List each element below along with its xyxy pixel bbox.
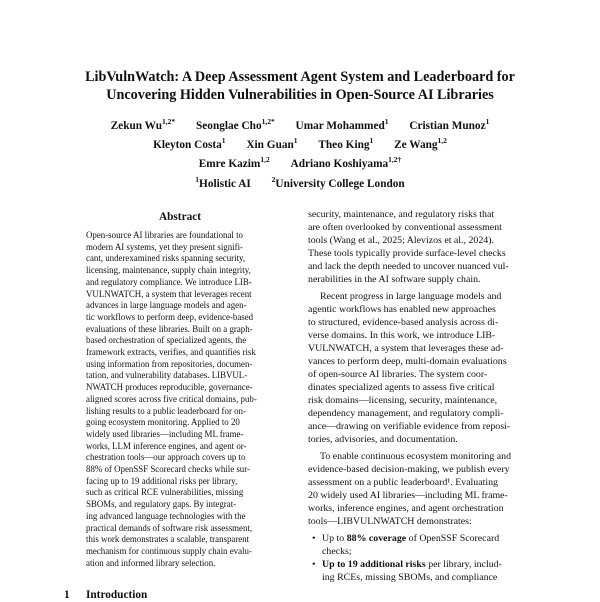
text-line: evidence-based decision-making, we publish every	[308, 464, 510, 475]
text-line: 88% of OpenSSF Scorecard checks while sur-	[86, 464, 250, 475]
text-line: facing up to 19 additional risks per library,	[86, 475, 238, 486]
affiliation: $^2$University College London	[271, 175, 405, 190]
abstract-heading: Abstract	[158, 211, 202, 223]
text-line: aligned scores across five critical domains, pub-	[86, 393, 257, 404]
bullet-dot: •	[312, 533, 316, 544]
text-line: These tools typically provide surface-level checks	[308, 248, 506, 259]
text-line: security, maintenance, and regulatory risks that	[308, 209, 495, 220]
text-line: tools (Wang et al., 2025; Alevizos et al., 2024).	[308, 235, 494, 246]
bullet-bold: Up to 19 additional risks	[322, 559, 426, 570]
bullet-pre: Up to	[322, 533, 347, 544]
text-line: dinates specialized agents to assess five critical	[308, 382, 495, 393]
paragraph	[308, 450, 534, 528]
author: Adriano Koshiyama$^{1,2\dagger}$	[290, 155, 402, 170]
author: Ze Wang$^{1,2}$	[394, 136, 447, 151]
text-line: ation and informed library selection.	[86, 557, 216, 568]
bullet-line	[322, 558, 534, 571]
section-number: 1	[64, 589, 70, 601]
section-title: Introduction	[86, 589, 148, 601]
text-line: evaluations of these libraries. Built on a graph-	[86, 323, 253, 334]
author: Emre Kazim$^{1,2}$	[198, 155, 270, 170]
text-line: licensing, maintenance, supply chain integrity,	[86, 265, 251, 276]
author: Theo King$^1$	[318, 136, 374, 151]
text-line: of open-source AI libraries. The system coor-	[308, 369, 488, 380]
text-line: mechanism for continuous supply chain evalu-	[86, 545, 252, 556]
text-line: works, inference engines, and agent orchestration	[308, 503, 504, 514]
text-line: To enable continuous ecosystem monitoring and	[320, 451, 512, 462]
text-line: this work demonstrates a scalable, transparent	[86, 534, 250, 545]
paragraph	[308, 208, 534, 286]
text-line: are often overlooked by conventional assessment	[308, 222, 502, 233]
bullet-dot: •	[312, 559, 316, 570]
paper-title	[40, 68, 560, 104]
text-line: assessment on a public leaderboard¹. Evaluating	[308, 477, 498, 488]
text-line: verse domains. In this work, we introduce LIB-	[308, 330, 496, 341]
bullet-item	[308, 532, 534, 558]
text-line: using information from repositories, documen-	[86, 358, 253, 369]
text-line: lishing results to a public leaderboard for on-	[86, 405, 246, 416]
bullet-post: per library, includ-	[425, 559, 502, 570]
author-row-1	[40, 117, 560, 136]
text-line: ance—drawing on verifiable evidence from reposi-	[308, 421, 511, 432]
text-line: advances in large language models and agen-	[86, 300, 247, 311]
text-line: nerabilities in the AI software supply chain.	[308, 274, 481, 285]
abstract-text	[86, 230, 274, 569]
body-column-right	[308, 208, 534, 584]
author: Seonglae Cho$^{1,2*}$	[196, 117, 275, 132]
bullet-post: of OpenSSF Scorecard	[406, 533, 500, 544]
text-line: going ecosystem monitoring. Applied to 20	[86, 417, 240, 428]
bullet-bold: 88% coverage	[346, 533, 407, 544]
bullet-line: ing RCEs, missing SBOMs, and compliance	[322, 572, 498, 583]
author: Cristian Munoz$^1$	[409, 117, 490, 132]
text-line: modern AI systems, yet they present signifi-	[86, 241, 244, 252]
author: Zekun $Wu^{1,2*}$	[110, 117, 176, 132]
text-line: to structured, evidence-based analysis across di-	[308, 317, 499, 328]
text-line: and lack the depth needed to uncover nuanced vul-	[308, 261, 509, 272]
text-line: NWATCH produces reproducible, governance-	[86, 382, 253, 393]
text-line: dependency management, and regulatory compli-	[308, 408, 504, 419]
text-line: ing advanced language technologies with the	[86, 510, 246, 521]
text-line: vances to perform deep, multi-domain evaluations	[308, 356, 507, 367]
paragraph	[308, 290, 534, 446]
text-line: based orchestration of specialized agents, the	[86, 335, 247, 346]
affiliations	[40, 175, 560, 194]
text-line: tation, and vulnerability databases. LIBVUL-	[86, 370, 248, 381]
text-line: tories, advisories, and documentation.	[308, 434, 458, 445]
text-line: SBOMs, and regulatory gaps. By integrat-	[86, 499, 237, 510]
author: Xin Guan$^1$	[246, 136, 298, 151]
author-row-3	[40, 155, 560, 174]
text-line: Recent progress in large language models and	[320, 291, 502, 302]
text-line: cant, underexamined risks spanning security,	[86, 253, 246, 264]
author: Kleyton Costa$^1$	[153, 136, 226, 151]
text-line: VULNWATCH, a system that leverages recent	[86, 288, 252, 299]
author: Umar Mohammed$^1$	[295, 117, 389, 132]
bullet-line	[322, 532, 534, 545]
text-line: Open-source AI libraries are foundational to	[86, 230, 243, 240]
title-line-1: LibVulnWatch: A Deep Assessment Agent System and Leaderboard for	[85, 69, 515, 85]
text-line: widely used libraries—including ML frame-	[86, 428, 244, 439]
text-line: and regulatory compliance. We introduce LIB-	[86, 276, 252, 287]
text-line: agentic workflows has enabled new approaches	[308, 304, 496, 315]
text-line: VULNWATCH, a system that leverages these ad-	[308, 343, 504, 354]
bullet-list	[308, 532, 534, 584]
affiliation: $^1$Holistic AI	[195, 175, 251, 190]
text-line: 20 widely used AI libraries—including ML frame-	[308, 490, 508, 501]
text-line: tools—LIBVULNWATCH demonstrates:	[308, 516, 472, 527]
author-row-2	[40, 136, 560, 155]
author-block	[40, 117, 560, 194]
bullet-line: checks;	[322, 546, 352, 557]
text-line: such as critical RCE vulnerabilities, missing	[86, 487, 244, 498]
text-line: works, LLM inference engines, and agent or-	[86, 440, 247, 451]
text-line: chestration tools—our approach covers up to	[86, 452, 246, 463]
text-line: framework extracts, verifies, and quantifies risk	[86, 347, 256, 358]
bullet-item	[308, 558, 534, 584]
title-line-2: Uncovering Hidden Vulnerabilities in Open-Source AI Libraries	[106, 87, 494, 103]
text-line: risk domains—licensing, security, maintenance,	[308, 395, 498, 406]
text-line: practical demands of software risk assessment,	[86, 522, 253, 533]
abstract-section	[86, 210, 274, 569]
text-line: tic workflows to perform deep, evidence-based	[86, 311, 254, 322]
